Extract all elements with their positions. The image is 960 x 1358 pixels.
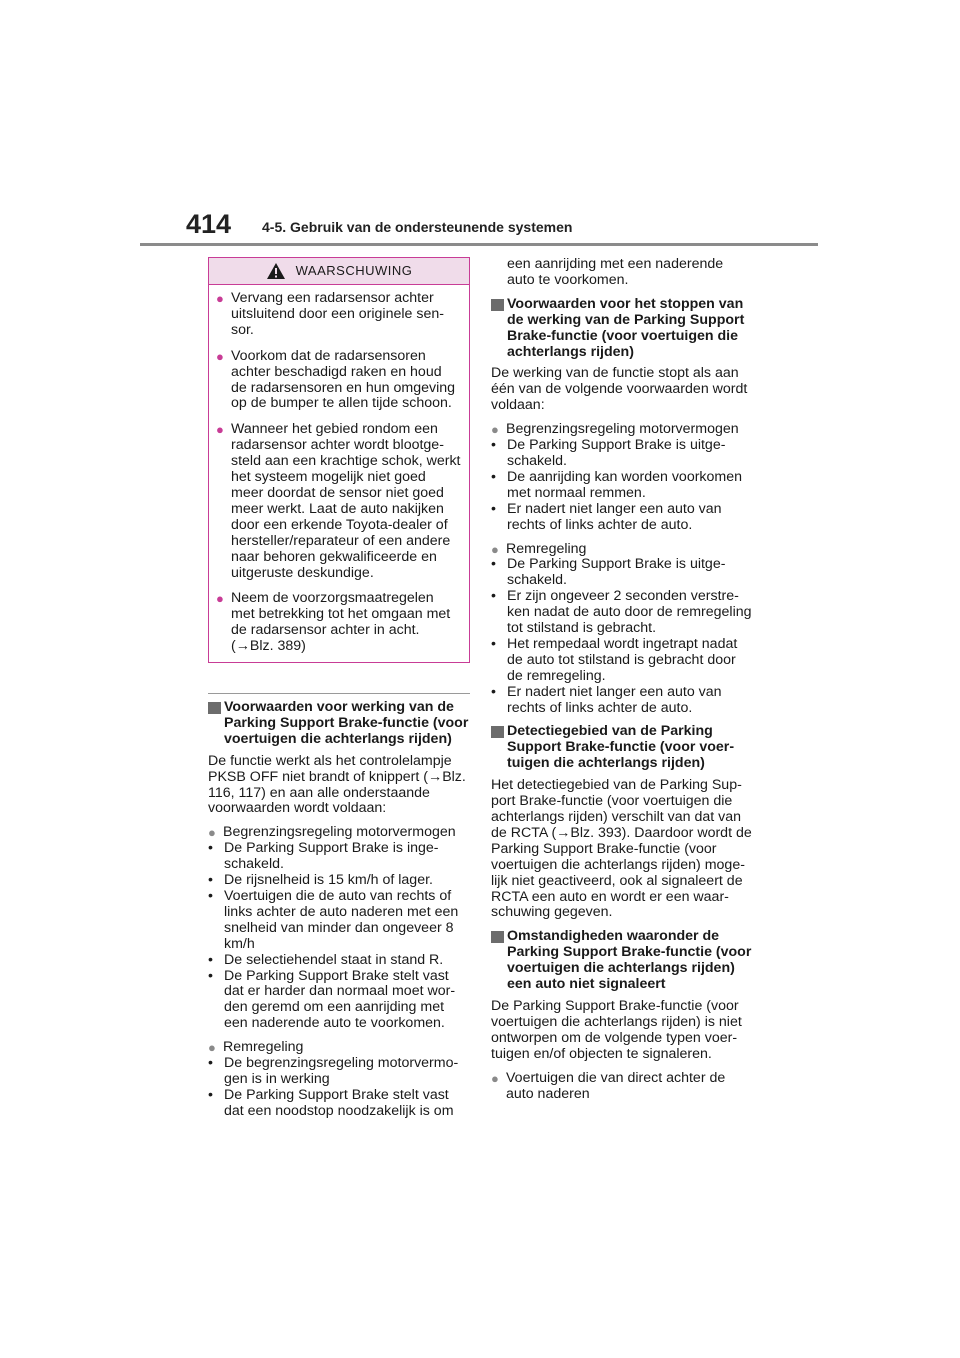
bullet-circle-icon: ● bbox=[216, 591, 224, 607]
warning-item-text: Voorkom dat de radarsensoren achter beschadigd raken en houd de radarsensoren en hun omgeving op de bumper te allen tijde schoon. bbox=[231, 347, 456, 412]
left-column bbox=[208, 257, 470, 1128]
list-item: • De begrenzingsregeling motorvermogen is in werking bbox=[208, 1056, 470, 1088]
list-item-text: De Parking Support Brake is uitgeschakeld. bbox=[507, 437, 726, 469]
list-item-text: De Parking Support Brake stelt vast dat een noodstop noodzakelijk is om bbox=[224, 1086, 454, 1119]
list-item: • De Parking Support Brake is uitgeschakeld. bbox=[491, 557, 753, 589]
warning-item-text: Wanneer het gebied rondom een radarsensor achter wordt blootgesteld aan een krachtige schok, werkt het systeem mogelijk niet goed meer doordat de sensor niet goed meer werkt. Laat de auto nakijken door een erkende Toyota-dealer of hersteller/reparateur of een andere naar behoren gekwalificeerde en uitgeruste deskundige. bbox=[231, 421, 461, 581]
list-item-text: Er nadert niet langer een auto van rechts of links achter de auto. bbox=[507, 500, 722, 533]
condition-list bbox=[208, 1056, 470, 1120]
warning-item bbox=[216, 422, 461, 581]
condition-heading bbox=[208, 825, 470, 841]
bullet-circle-icon: ● bbox=[216, 348, 224, 364]
condition-title: Remregeling bbox=[506, 540, 587, 557]
bullet-circle-icon: ● bbox=[216, 291, 224, 306]
bullet-circle-icon: ● bbox=[491, 1070, 499, 1086]
condition-heading bbox=[208, 1040, 470, 1056]
list-item: • Er zijn ongeveer 2 seconden verstreken nadat de auto door de remregeling tot stilstand is gebracht. bbox=[491, 588, 752, 637]
paragraph: De functie werkt als het controlelampje PKSB OFF niet brandt of knippert (→Blz. 116, 117) en aan alle onderstaande voorwaarden wordt voldaan: bbox=[208, 752, 466, 817]
warning-body bbox=[209, 285, 469, 662]
right-column bbox=[491, 257, 753, 1102]
list-item-text: De Parking Support Brake stelt vast dat er harder dan normaal moet worden geremd om een aanrijding met een naderende auto te voorkomen. bbox=[224, 967, 456, 1032]
warning-triangle-icon bbox=[266, 262, 286, 280]
page-number: 414 bbox=[186, 209, 232, 239]
condition-title: Remregeling bbox=[223, 1039, 304, 1056]
paragraph: De werking van de functie stopt als aan één van de volgende voorwaarden wordt voldaan: bbox=[491, 365, 748, 414]
condition-title: Voertuigen die van direct achter de auto naderen bbox=[506, 1069, 726, 1102]
list-item: • De Parking Support Brake is ingeschakeld. bbox=[208, 841, 470, 873]
bullet-circle-icon: ● bbox=[216, 422, 224, 438]
list-item: • Het rempedaal wordt ingetrapt nadat de auto tot stilstand is gebracht door de remregeling. bbox=[491, 637, 753, 685]
bullet-circle-icon: ● bbox=[208, 825, 216, 841]
list-item: • Er nadert niet langer een auto van rechts of links achter de auto. bbox=[491, 685, 753, 717]
list-item: • De Parking Support Brake stelt vast dat er harder dan normaal moet worden geremd om een aanrijding met een naderende auto te voorkomen. bbox=[208, 969, 470, 1033]
section-heading bbox=[491, 929, 753, 993]
list-item-text: De Parking Support Brake is uitgeschakeld. bbox=[507, 556, 726, 589]
paragraph: Het detectiegebied van de Parking Support Brake-functie (voor voertuigen die achterlangs rijden) verschilt van dat van de RCTA (→Blz. 393). Daardoor wordt de Parking Support Brake-functie (voor voertuigen die achterlangs rijden) mogelijk niet geactiveerd, ook al signaleert de RCTA een auto en wordt er een waarschuwing gegeven. bbox=[491, 777, 752, 921]
section-heading bbox=[208, 700, 470, 748]
chapter-title: 4-5. Gebruik van de ondersteunende systemen bbox=[262, 219, 573, 235]
bullet-circle-icon: ● bbox=[208, 1040, 216, 1056]
continued-text bbox=[491, 257, 753, 289]
square-bullet-icon bbox=[491, 299, 504, 311]
bullet-circle-icon: ● bbox=[491, 422, 499, 438]
square-bullet-icon bbox=[208, 702, 221, 714]
list-item-text: De begrenzingsregeling motorvermogen is in werking bbox=[224, 1055, 459, 1087]
list-item: • De Parking Support Brake stelt vast dat een noodstop noodzakelijk is om bbox=[208, 1088, 470, 1120]
list-item-text: De selectiehendel staat in stand R. bbox=[224, 951, 444, 968]
section-title: Voorwaarden voor het stoppen van de werking van de Parking Support Brake-functie (voor voertuigen die achterlangs rijden) bbox=[507, 295, 745, 360]
list-item: • De selectiehendel staat in stand R. bbox=[208, 953, 470, 969]
condition-heading bbox=[491, 542, 753, 558]
condition-list bbox=[208, 841, 470, 1032]
section-divider bbox=[208, 693, 470, 694]
square-bullet-icon bbox=[491, 931, 504, 943]
header-divider bbox=[140, 243, 818, 246]
list-item bbox=[491, 257, 753, 289]
warning-item-text: Vervang een radarsensor achter uitsluitend door een originele sensor. bbox=[231, 290, 444, 338]
warning-header bbox=[209, 258, 469, 285]
bullet-circle-icon: ● bbox=[491, 541, 499, 557]
condition-list bbox=[491, 557, 753, 716]
paragraph: De Parking Support Brake-functie (voor voertuigen die achterlangs rijden) is niet ontworpen om de volgende typen voertuigen en/of objecten te signaleren. bbox=[491, 997, 742, 1062]
list-item-text: Er zijn ongeveer 2 seconden verstreken nadat de auto door de remregeling tot stilstand is gebracht. bbox=[507, 588, 752, 637]
section-heading bbox=[491, 297, 753, 361]
condition-title: Begrenzingsregeling motorvermogen bbox=[506, 421, 739, 438]
square-bullet-icon bbox=[491, 726, 504, 738]
list-item-text: Voertuigen die de auto van rechts of links achter de auto naderen met een snelheid van minder dan ongeveer 8 km/h bbox=[224, 888, 459, 952]
list-item: • Voertuigen die de auto van rechts of links achter de auto naderen met een snelheid van minder dan ongeveer 8 km/h bbox=[208, 889, 470, 953]
warning-item bbox=[216, 591, 461, 655]
section-title: Voorwaarden voor werking van de Parking Support Brake-functie (voor voertuigen die achterlangs rijden) bbox=[224, 699, 469, 747]
list-item: • De Parking Support Brake is uitgeschakeld. bbox=[491, 438, 753, 470]
list-item-text: Het rempedaal wordt ingetrapt nadat de auto tot stilstand is gebracht door de remregeling. bbox=[507, 635, 738, 684]
condition-title: Begrenzingsregeling motorvermogen bbox=[223, 824, 456, 841]
section-title: Omstandigheden waaronder de Parking Support Brake-functie (voor voertuigen die achterlangs rijden) een auto niet signaleert bbox=[507, 928, 752, 993]
warning-item-text: Neem de voorzorgsmaatregelen met betrekking tot het omgaan met de radarsensor achter in acht. (→Blz. 389) bbox=[231, 590, 451, 655]
list-item-text: De rijsnelheid is 15 km/h of lager. bbox=[224, 872, 433, 889]
list-item-text: De aanrijding kan worden voorkomen met normaal remmen. bbox=[507, 468, 743, 501]
list-item-text: Er nadert niet langer een auto van rechts of links achter de auto. bbox=[507, 683, 722, 716]
section-title: Detectiegebied van de Parking Support Brake-functie (voor voertuigen die achterlangs rijden) bbox=[507, 723, 735, 772]
condition-heading bbox=[491, 422, 753, 438]
section-heading bbox=[491, 724, 753, 772]
condition-heading bbox=[491, 1071, 753, 1103]
warning-title: WAARSCHUWING bbox=[295, 263, 413, 279]
list-item: • Er nadert niet langer een auto van rechts of links achter de auto. bbox=[491, 502, 753, 534]
condition-list bbox=[491, 438, 753, 533]
warning-item bbox=[216, 349, 461, 413]
warning-box bbox=[208, 257, 470, 663]
list-item-text: een aanrijding met een naderende auto te voorkomen. bbox=[507, 256, 724, 288]
list-item: • De aanrijding kan worden voorkomen met normaal remmen. bbox=[491, 470, 753, 502]
warning-item bbox=[216, 291, 461, 339]
list-item: • De rijsnelheid is 15 km/h of lager. bbox=[208, 873, 470, 889]
list-item-text: De Parking Support Brake is ingeschakeld. bbox=[224, 840, 439, 873]
